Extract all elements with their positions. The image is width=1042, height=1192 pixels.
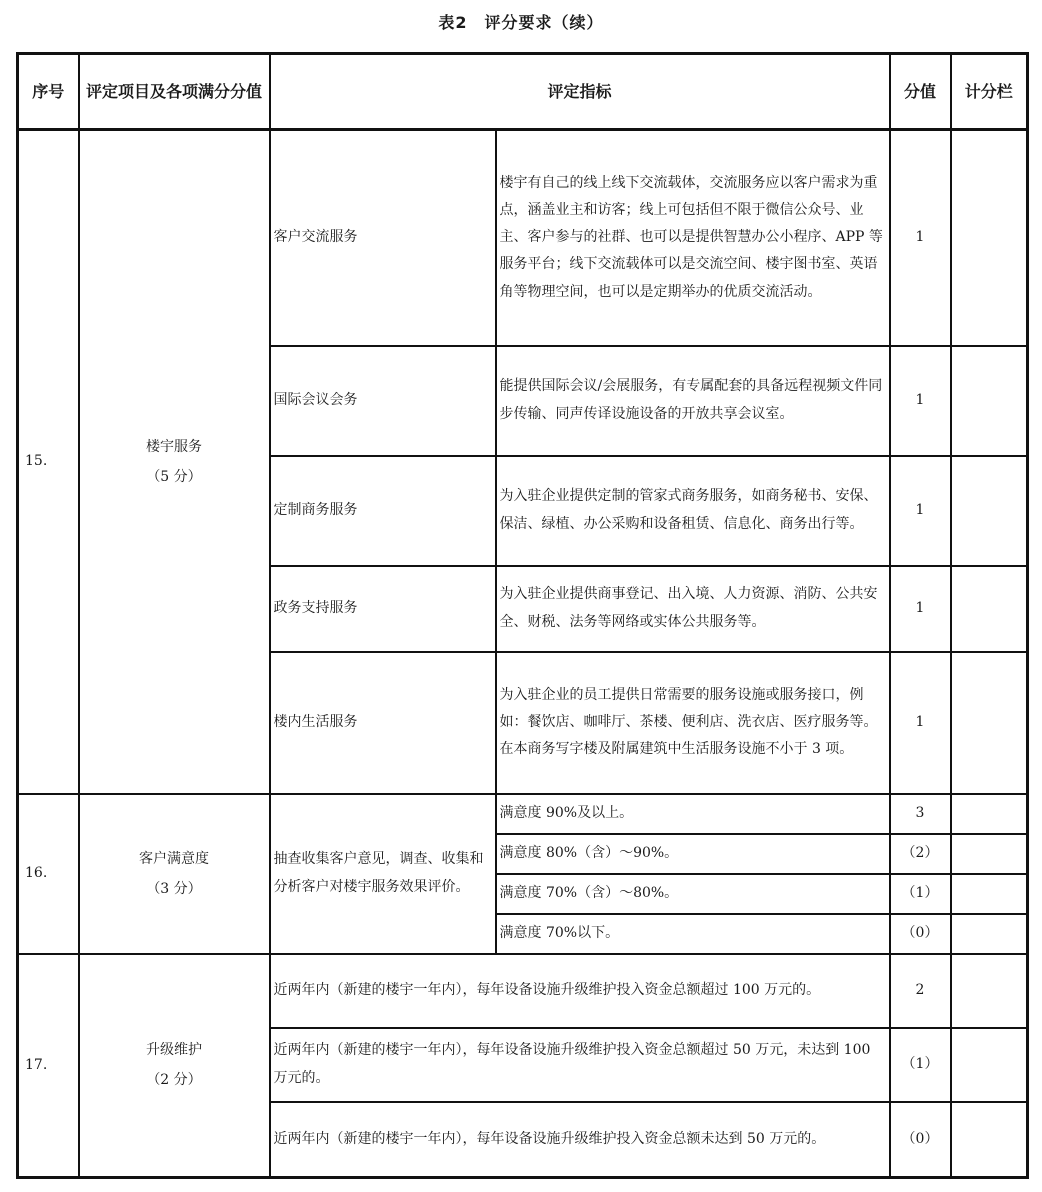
table-row xyxy=(18,130,1028,346)
header-criteria: 评定指标 xyxy=(270,54,890,130)
tally-cell[interactable] xyxy=(951,346,1028,456)
item-points: （5 分） xyxy=(146,468,202,485)
tally-cell[interactable] xyxy=(951,1102,1028,1178)
item-cell xyxy=(79,954,270,1178)
seq-cell: 15. xyxy=(18,130,79,794)
item-points: （2 分） xyxy=(146,1072,202,1089)
score-cell: （0） xyxy=(890,1102,951,1178)
subitem-name: 定制商务服务 xyxy=(270,456,496,566)
level-desc: 满意度 90%及以上。 xyxy=(496,794,890,834)
subitem-desc: 为入驻企业的员工提供日常需要的服务设施或服务接口，例如：餐饮店、咖啡厅、茶楼、便利店、洗衣店、医疗服务等。在本商务写字楼及附属建筑中生活服务设施不小于 3 项。 xyxy=(496,652,890,794)
table-row xyxy=(18,954,1028,1028)
tally-cell[interactable] xyxy=(951,652,1028,794)
level-desc: 满意度 70%以下。 xyxy=(496,914,890,954)
item-points: （3 分） xyxy=(146,880,202,897)
score-cell: 1 xyxy=(890,346,951,456)
level-desc: 满意度 80%（含）～90%。 xyxy=(496,834,890,874)
subitem-name: 楼内生活服务 xyxy=(270,652,496,794)
tally-cell[interactable] xyxy=(951,130,1028,346)
header-seq: 序号 xyxy=(18,54,79,130)
score-cell: 1 xyxy=(890,566,951,652)
subitem-name: 政务支持服务 xyxy=(270,566,496,652)
score-cell: （1） xyxy=(890,874,951,914)
level-desc: 近两年内（新建的楼宇一年内），每年设备设施升级维护投入资金总额超过 100 万元的。 xyxy=(270,954,890,1028)
level-desc: 近两年内（新建的楼宇一年内），每年设备设施升级维护投入资金总额未达到 50 万元的。 xyxy=(270,1102,890,1178)
tally-cell[interactable] xyxy=(951,566,1028,652)
header-tally: 计分栏 xyxy=(951,54,1028,130)
score-cell: （1） xyxy=(890,1028,951,1102)
level-desc: 满意度 70%（含）～80%。 xyxy=(496,874,890,914)
subitem-name: 国际会议会务 xyxy=(270,346,496,456)
tally-cell[interactable] xyxy=(951,834,1028,874)
score-cell: （0） xyxy=(890,914,951,954)
score-cell: 2 xyxy=(890,954,951,1028)
tally-cell[interactable] xyxy=(951,794,1028,834)
tally-cell[interactable] xyxy=(951,954,1028,1028)
seq-cell: 16. xyxy=(18,794,79,954)
subitem-desc: 楼宇有自己的线上线下交流载体，交流服务应以客户需求为重点，涵盖业主和访客；线上可包括但不限于微信公众号、业主、客户参与的社群、也可以是提供智慧办公小程序、APP 等服务平台；线下交流载体可以是交流空间、楼宇图书室、英语角等物理空间，也可以是定期举办的优质交流活动。 xyxy=(496,130,890,346)
header-row xyxy=(18,54,1028,130)
tally-cell[interactable] xyxy=(951,914,1028,954)
scoring-table xyxy=(16,52,1029,1179)
level-desc: 近两年内（新建的楼宇一年内），每年设备设施升级维护投入资金总额超过 50 万元，未达到 100 万元的。 xyxy=(270,1028,890,1102)
score-cell: 1 xyxy=(890,456,951,566)
subitem-desc: 为入驻企业提供定制的管家式商务服务，如商务秘书、安保、保洁、绿植、办公采购和设备租赁、信息化、商务出行等。 xyxy=(496,456,890,566)
score-cell: 1 xyxy=(890,130,951,346)
item-cell xyxy=(79,794,270,954)
subitem-desc: 能提供国际会议/会展服务，有专属配套的具备远程视频文件同步传输、同声传译设施设备的开放共享会议室。 xyxy=(496,346,890,456)
table-title: 表2 评分要求（续） xyxy=(438,13,604,32)
score-cell: （2） xyxy=(890,834,951,874)
header-score: 分值 xyxy=(890,54,951,130)
header-item: 评定项目及各项满分分值 xyxy=(79,54,270,130)
score-cell: 3 xyxy=(890,794,951,834)
method-cell: 抽查收集客户意见，调查、收集和分析客户对楼宇服务效果评价。 xyxy=(270,794,496,954)
item-name: 楼宇服务 xyxy=(146,438,202,455)
tally-cell[interactable] xyxy=(951,874,1028,914)
score-cell: 1 xyxy=(890,652,951,794)
item-name: 升级维护 xyxy=(146,1042,202,1059)
table-row xyxy=(18,794,1028,834)
item-name: 客户满意度 xyxy=(139,850,209,867)
tally-cell[interactable] xyxy=(951,456,1028,566)
tally-cell[interactable] xyxy=(951,1028,1028,1102)
subitem-name: 客户交流服务 xyxy=(270,130,496,346)
subitem-desc: 为入驻企业提供商事登记、出入境、人力资源、消防、公共安全、财税、法务等网络或实体公共服务等。 xyxy=(496,566,890,652)
item-cell xyxy=(79,130,270,794)
seq-cell: 17. xyxy=(18,954,79,1178)
